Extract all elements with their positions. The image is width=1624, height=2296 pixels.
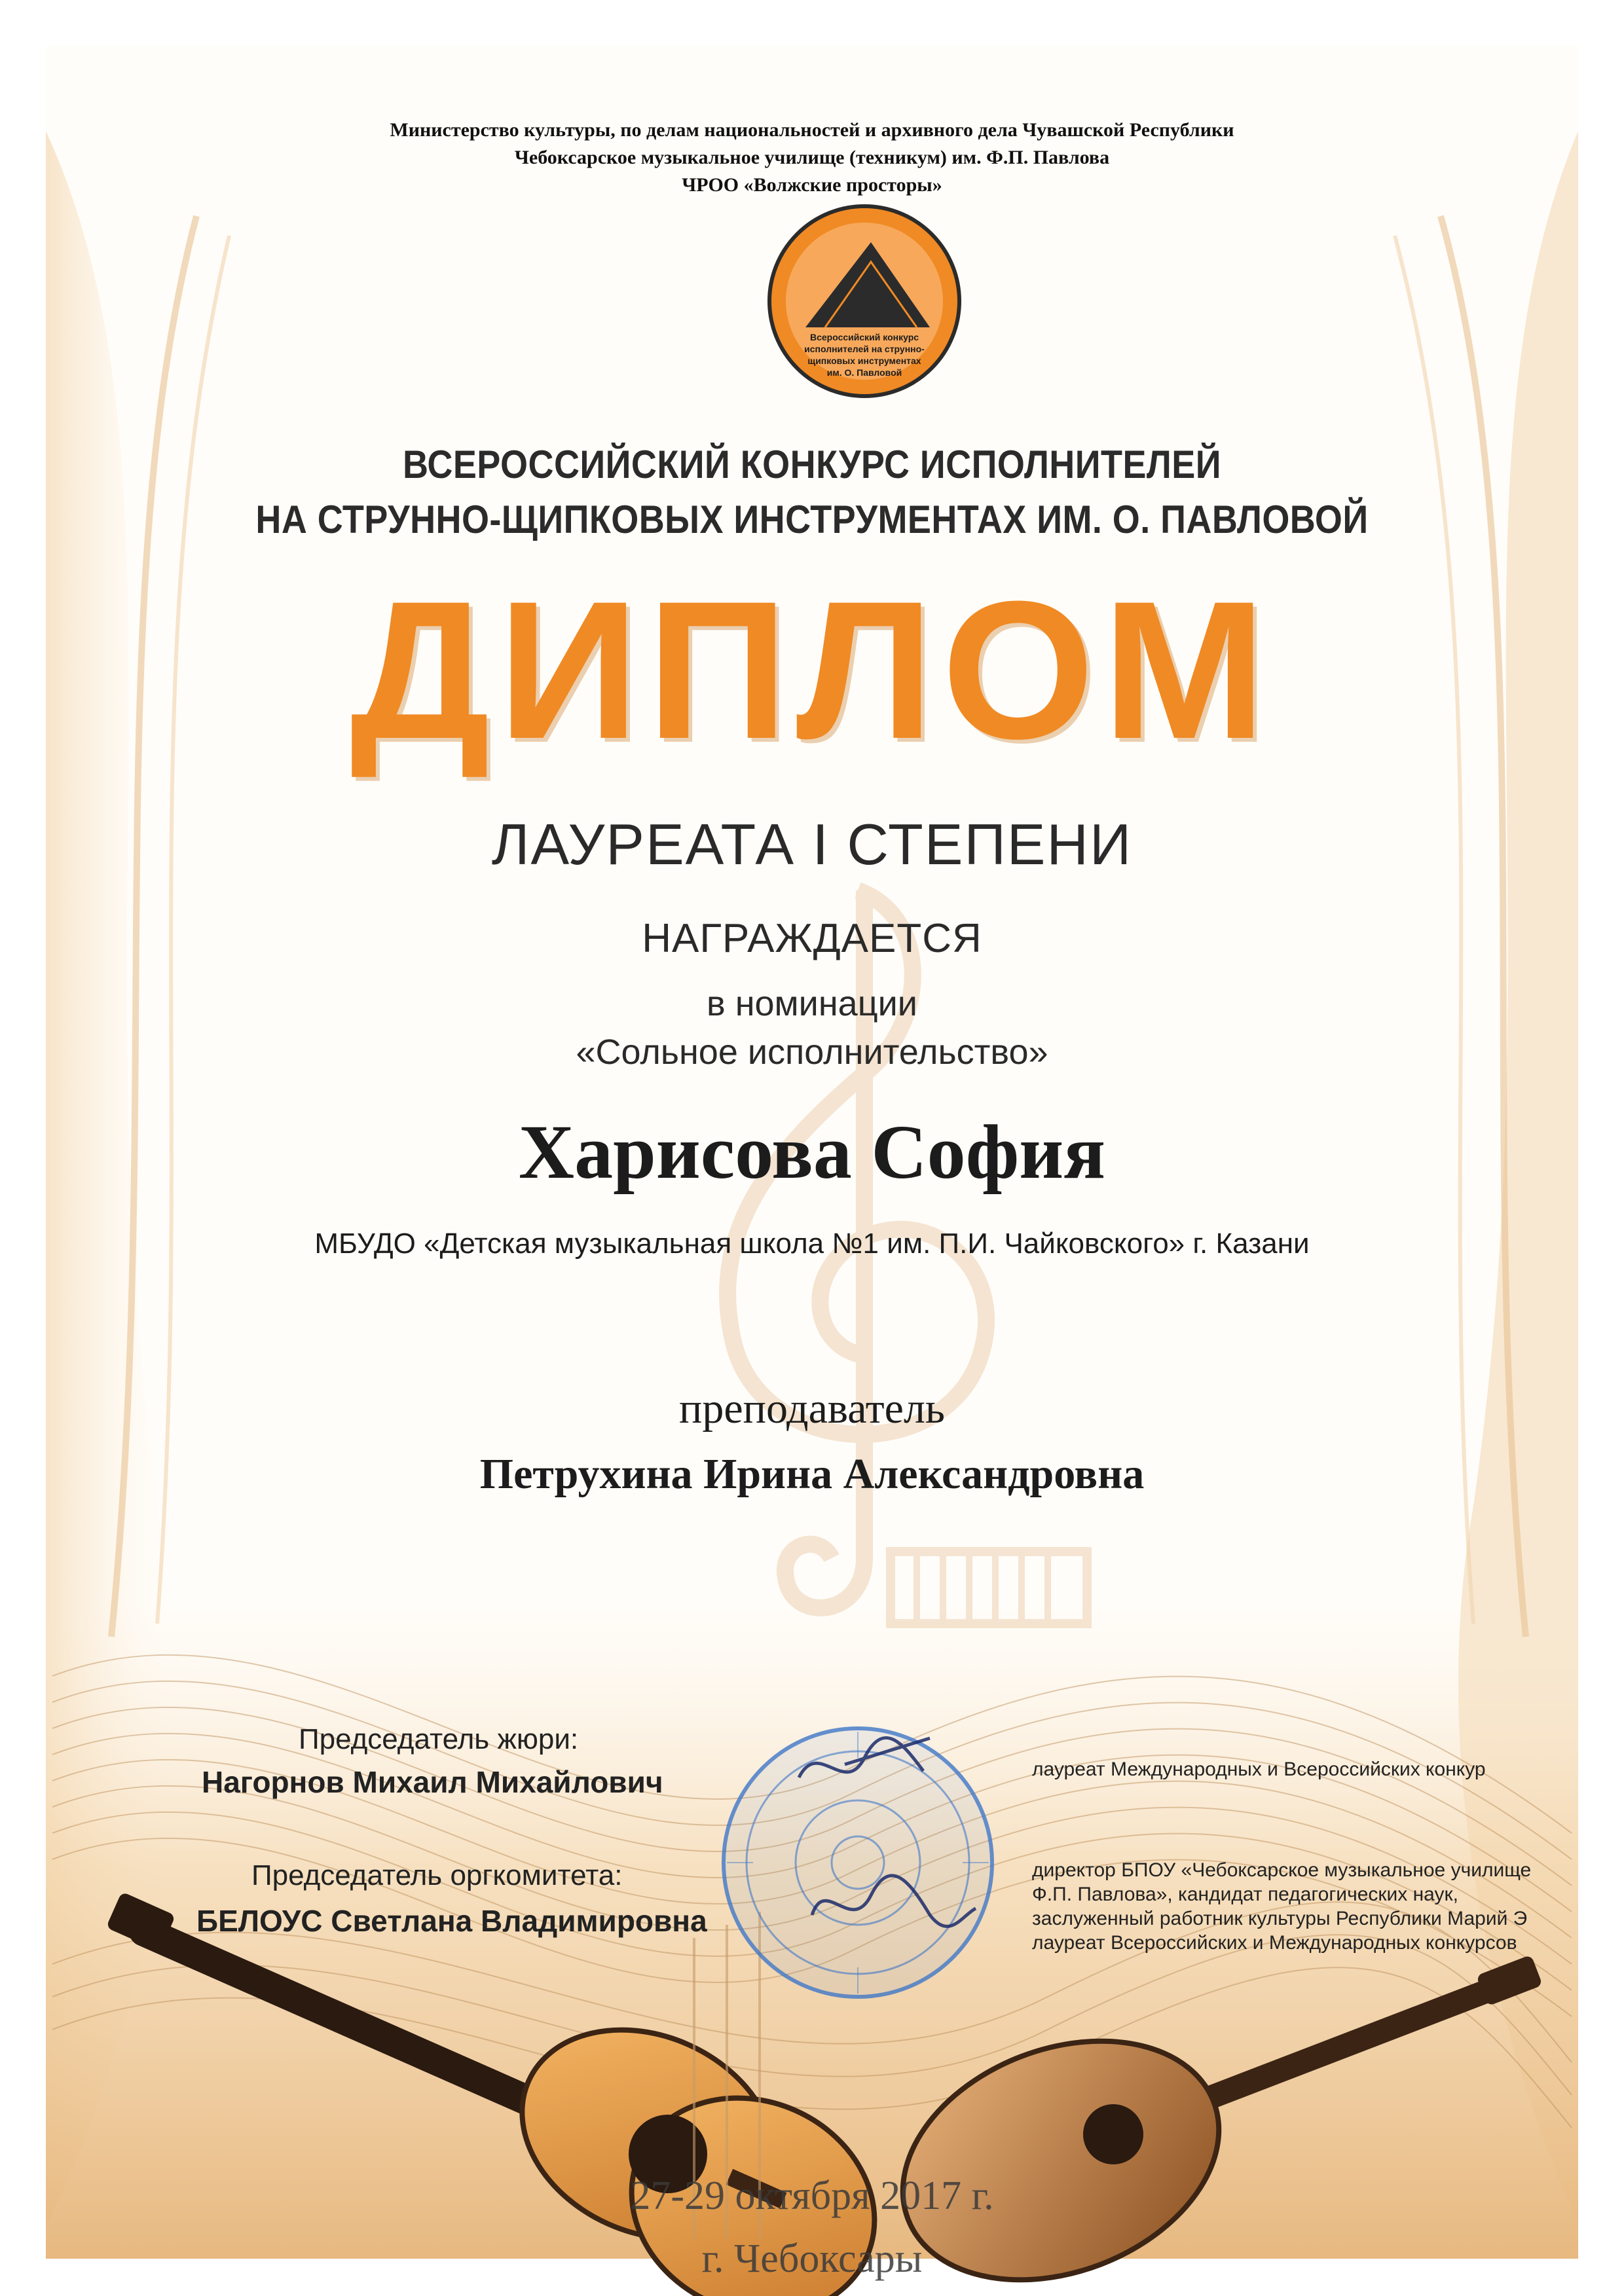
org-chair-name: БЕЛОУС Светлана Владимировна — [196, 1904, 707, 1938]
org-chair-note-1: директор БПОУ «Чебоксарское музыкальное училище — [1032, 1859, 1532, 1881]
logo-text-2: исполнителей на струнно- — [804, 344, 925, 354]
diploma-title: ДИПЛОМ — [350, 560, 1274, 780]
contest-title-line-2: НА СТРУННО-ЩИПКОВЫХ ИНСТРУМЕНТАХ ИМ. О. ПАВЛОВОЙ — [255, 498, 1369, 541]
contest-title — [81, 437, 1543, 547]
diploma-degree: ЛАУРЕАТА I СТЕПЕНИ — [491, 812, 1133, 877]
nomination-name: «Сольное исполнительство» — [576, 1032, 1048, 1072]
awarded-label: НАГРАЖДАЕТСЯ — [642, 916, 982, 961]
organizer-college: Чебоксарское музыкальное училище (техникум) им. Ф.П. Павлова — [514, 147, 1110, 168]
teacher-label: преподаватель — [679, 1385, 945, 1432]
recipient-name: Харисова София — [518, 1109, 1106, 1195]
logo-text-1: Всероссийский конкурс — [809, 332, 919, 342]
nomination-label: в номинации — [707, 984, 917, 1023]
organizer-society: ЧРОО «Волжские просторы» — [682, 174, 942, 196]
logo-text-4: им. О. Павловой — [826, 367, 902, 378]
recipient-school: МБУДО «Детская музыкальная школа №1 им. П.И. Чайковского» г. Казани — [314, 1228, 1310, 1260]
jury-chair-note: лауреат Международных и Всероссийских конкур — [1032, 1758, 1486, 1780]
stamp-icon — [714, 1719, 1002, 2007]
org-chair-note-2: Ф.П. Павлова», кандидат педагогических наук, — [1032, 1884, 1458, 1905]
event-city: г. Чебоксары — [701, 2236, 923, 2281]
contest-logo — [766, 203, 963, 399]
teacher-name: Петрухина Ирина Александровна — [479, 1450, 1145, 1498]
jury-chair-name: Нагорнов Михаил Михайлович — [202, 1765, 663, 1799]
jury-chair-role: Председатель жюри: — [299, 1723, 579, 1755]
org-chair-notes — [1032, 1858, 1531, 1955]
logo-mark-icon — [766, 203, 963, 399]
event-date: 27-29 октября 2017 г. — [630, 2174, 994, 2218]
logo-text-3: щипковых инструментах — [807, 355, 921, 366]
org-chair-role: Председатель оргкомитета: — [251, 1859, 623, 1891]
organizer-ministry: Министерство культуры, по делам национальностей и архивного дела Чувашской Республики — [390, 119, 1234, 141]
org-chair-note-3: заслуженный работник культуры Республики Марий Э — [1032, 1908, 1528, 1929]
contest-title-line-1: ВСЕРОССИЙСКИЙ КОНКУРС ИСПОЛНИТЕЛЕЙ — [402, 443, 1221, 486]
organizers — [0, 117, 1624, 199]
org-chair-note-4: лауреат Всероссийских и Международных конкурсов — [1032, 1932, 1517, 1954]
